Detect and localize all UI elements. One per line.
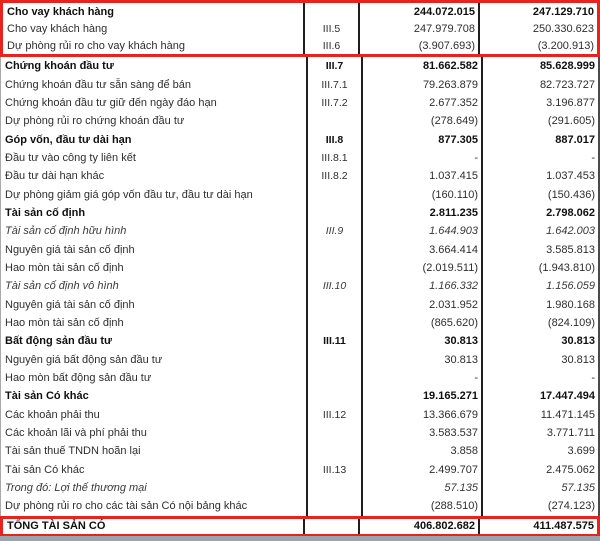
row-label: Bất động sản đầu tư [0, 332, 308, 350]
page-edge-strip [0, 536, 600, 541]
row-code [308, 314, 363, 332]
row-value-current: 30.813 [363, 351, 483, 369]
row-code [308, 442, 363, 460]
row-label: Nguyên giá tài sản cố định [0, 240, 308, 258]
table-row [0, 57, 600, 75]
row-value-current: 19.165.271 [363, 387, 483, 405]
row-code [308, 295, 363, 313]
row-value-current: 2.499.707 [363, 461, 483, 479]
table-row [0, 259, 600, 277]
row-value-prior: 1.642.003 [483, 222, 600, 240]
table-row [0, 332, 600, 350]
row-value-prior: - [483, 369, 600, 387]
row-code [308, 112, 363, 130]
row-code [305, 3, 360, 20]
row-value-prior: 3.699 [483, 442, 600, 460]
row-value-prior: - [483, 149, 600, 167]
table-row [0, 240, 600, 258]
row-label: Dự phòng rủi ro chứng khoán đầu tư [0, 112, 308, 130]
table-row [0, 167, 600, 185]
row-value-prior: 3.585.813 [483, 240, 600, 258]
table-row [3, 3, 597, 20]
table-row [0, 406, 600, 424]
row-label: Các khoản phải thu [0, 406, 308, 424]
row-value-current: 1.037.415 [363, 167, 483, 185]
row-label: Dự phòng rủi ro cho vay khách hàng [3, 37, 305, 54]
row-code [308, 204, 363, 222]
row-code [308, 497, 363, 515]
row-value-prior: 82.723.727 [483, 75, 600, 93]
table-row [0, 295, 600, 313]
row-label: Cho vay khách hàng [3, 20, 305, 37]
row-label: Tài sản thuế TNDN hoãn lại [0, 442, 308, 460]
row-code: III.8.2 [308, 167, 363, 185]
row-value-current: (160.110) [363, 185, 483, 203]
row-value-current: (3.907.693) [360, 37, 480, 54]
row-label: Trong đó: Lợi thế thương mại [0, 479, 308, 497]
row-label: Tài sản cố định hữu hình [0, 222, 308, 240]
table-row [0, 185, 600, 203]
row-code [308, 369, 363, 387]
table-row [0, 149, 600, 167]
row-value-current: 1.644.903 [363, 222, 483, 240]
row-value-current: 406.802.682 [360, 519, 480, 534]
table-row [0, 442, 600, 460]
row-label: Tài sản Có khác [0, 387, 308, 405]
row-value-prior: 411.487.575 [533, 520, 594, 533]
row-value-current: 81.662.582 [363, 57, 483, 75]
row-value-current: (288.510) [363, 497, 483, 515]
table-row [0, 94, 600, 112]
row-value-prior: 17.447.494 [483, 387, 600, 405]
row-value-prior: (3.200.913) [537, 39, 594, 52]
row-value-current: (278.649) [363, 112, 483, 130]
row-label: TỔNG TÀI SẢN CÓ [3, 519, 305, 534]
table-row [3, 20, 597, 37]
table-row [0, 461, 600, 479]
loans-highlight-box [0, 0, 600, 57]
row-value-prior: (1.943.810) [483, 259, 600, 277]
row-label: Dự phòng giảm giá góp vốn đầu tư, đầu tư dài hạn [0, 185, 308, 203]
row-value-current: 2.031.952 [363, 295, 483, 313]
row-value-current: 247.979.708 [360, 20, 480, 37]
row-code: III.8 [308, 130, 363, 148]
row-value-prior: 30.813 [483, 351, 600, 369]
row-code [308, 240, 363, 258]
row-value-prior: (291.605) [483, 112, 600, 130]
row-label: Nguyên giá bất động sản đầu tư [0, 351, 308, 369]
row-value-current: 13.366.679 [363, 406, 483, 424]
row-code [305, 519, 360, 534]
row-value-prior: 2.798.062 [483, 204, 600, 222]
row-label: Chứng khoán đầu tư [0, 57, 308, 75]
table-row [0, 204, 600, 222]
row-code [308, 479, 363, 497]
row-value-current: 3.664.414 [363, 240, 483, 258]
row-label: Góp vốn, đầu tư dài hạn [0, 130, 308, 148]
row-value-prior: 3.771.711 [483, 424, 600, 442]
row-value-current: 877.305 [363, 130, 483, 148]
row-label: Chứng khoán đầu tư sẵn sàng để bán [0, 75, 308, 93]
row-code: III.9 [308, 222, 363, 240]
row-code [308, 259, 363, 277]
row-code: III.7 [308, 57, 363, 75]
table-body [0, 57, 600, 516]
row-value-prior: 1.980.168 [483, 295, 600, 313]
row-label: Tài sản cố định vô hình [0, 277, 308, 295]
row-code: III.7.2 [308, 94, 363, 112]
row-value-prior: 11.471.145 [483, 406, 600, 424]
row-value-current: (865.620) [363, 314, 483, 332]
row-label: Cho vay khách hàng [3, 3, 305, 20]
row-label: Đầu tư vào công ty liên kết [0, 149, 308, 167]
row-code: III.8.1 [308, 149, 363, 167]
row-value-current: 3.583.537 [363, 424, 483, 442]
row-value-current: 30.813 [363, 332, 483, 350]
table-row [0, 314, 600, 332]
row-code: III.6 [305, 37, 360, 54]
row-value-prior: (824.109) [483, 314, 600, 332]
row-value-prior: 247.129.710 [532, 5, 594, 18]
row-code: III.13 [308, 461, 363, 479]
table-row [0, 130, 600, 148]
table-row [0, 387, 600, 405]
row-value-current: - [363, 149, 483, 167]
table-row [0, 112, 600, 130]
row-label: Đầu tư dài hạn khác [0, 167, 308, 185]
row-code [308, 351, 363, 369]
row-value-current: 57.135 [363, 479, 483, 497]
row-code: III.12 [308, 406, 363, 424]
row-value-prior: 1.037.453 [483, 167, 600, 185]
row-label: Hao mòn tài sản cố định [0, 314, 308, 332]
row-value-prior: 30.813 [483, 332, 600, 350]
row-label: Hao mòn bất động sản đầu tư [0, 369, 308, 387]
table-row [0, 222, 600, 240]
row-value-prior: 250.330.623 [532, 22, 594, 35]
row-code [308, 387, 363, 405]
row-value-prior: 3.196.877 [483, 94, 600, 112]
row-value-current: (2.019.511) [363, 259, 483, 277]
row-code: III.11 [308, 332, 363, 350]
table-row [0, 497, 600, 515]
row-value-current: 2.677.352 [363, 94, 483, 112]
row-code: III.5 [305, 20, 360, 37]
row-value-prior: 85.628.999 [483, 57, 600, 75]
table-row [0, 351, 600, 369]
row-value-current: 3.858 [363, 442, 483, 460]
row-code: III.7.1 [308, 75, 363, 93]
row-value-prior: (150.436) [483, 185, 600, 203]
row-code [308, 424, 363, 442]
row-value-prior: 57.135 [483, 479, 600, 497]
row-value-current: 79.263.879 [363, 75, 483, 93]
row-label: Tài sản Có khác [0, 461, 308, 479]
row-value-current: 1.166.332 [363, 277, 483, 295]
table-row [0, 75, 600, 93]
row-value-prior: (274.123) [483, 497, 600, 515]
row-code [308, 185, 363, 203]
table-row [0, 369, 600, 387]
row-value-current: - [363, 369, 483, 387]
row-label: Chứng khoán đầu tư giữ đến ngày đáo hạn [0, 94, 308, 112]
row-value-current: 244.072.015 [360, 3, 480, 20]
table-row [0, 424, 600, 442]
row-value-current: 2.811.235 [363, 204, 483, 222]
row-code: III.10 [308, 277, 363, 295]
row-label: Tài sản cố định [0, 204, 308, 222]
table-row [3, 37, 597, 54]
row-label: Nguyên giá tài sản cố định [0, 295, 308, 313]
row-value-prior: 887.017 [483, 130, 600, 148]
row-label: Dự phòng rủi ro cho các tài sản Có nội bảng khác [0, 497, 308, 515]
total-highlight-box [0, 516, 600, 537]
row-label: Các khoản lãi và phí phải thu [0, 424, 308, 442]
row-label: Hao mòn tài sản cố định [0, 259, 308, 277]
table-row [3, 519, 597, 534]
row-value-prior: 2.475.062 [483, 461, 600, 479]
row-value-prior: 1.156.059 [483, 277, 600, 295]
table-row [0, 479, 600, 497]
table-row [0, 277, 600, 295]
